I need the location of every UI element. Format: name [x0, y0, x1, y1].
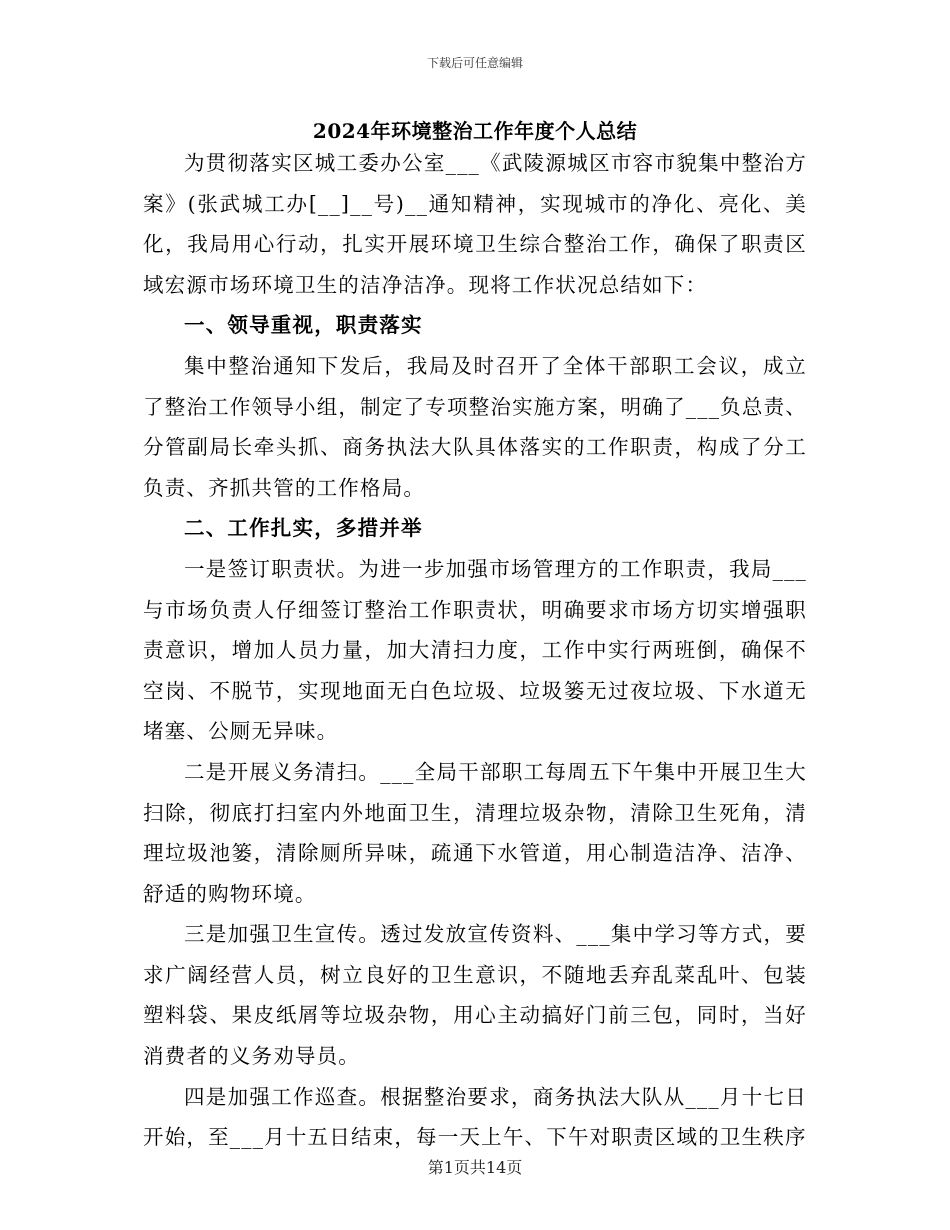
section-heading-1: 一、领导重视，职责落实	[184, 313, 423, 338]
page-header-note: 下载后可任意编辑	[426, 56, 523, 70]
section-heading-2: 二、工作扎实，多措并举	[184, 516, 423, 541]
document-body	[143, 143, 807, 1158]
page-number: 第1页共14页	[427, 1158, 523, 1177]
section-1-paragraph: 集中整治通知下发后，我局及时召开了全体干部职工会议，成立了整治工作领导小组，制定了专项整治实施方案，明确了___负总责、分管副局长牵头抓、商务执法大队具体落实的工作职责，构成了分工负责、齐抓共管的工作格局。	[143, 353, 807, 500]
measure-2-paragraph: 二是开展义务清扫。___全局干部职工每周五下午集中开展卫生大扫除，彻底打扫室内外地面卫生，清理垃圾杂物，清除卫生死角，清理垃圾池篓，清除厕所异味，疏通下水管道，用心制造洁净、洁净、舒适的购物环境。	[143, 759, 807, 906]
measure-4-paragraph: 四是加强工作巡查。根据整治要求，商务执法大队从___月十七日开始，至___月十五日结束，每一天上午、下午对职责区域的卫生秩序	[143, 1084, 807, 1150]
document-title: 2024年环境整治工作年度个人总结	[312, 119, 638, 143]
measure-1-paragraph: 一是签订职责状。为进一步加强市场管理方的工作职责，我局___与市场负责人仔细签订整治工作职责状，明确要求市场方切实增强职责意识，增加人员力量，加大清扫力度，工作中实行两班倒，确保不空岗、不脱节，实现地面无白色垃圾、垃圾篓无过夜垃圾、下水道无堵塞、公厕无异味。	[143, 556, 807, 744]
intro-paragraph: 为贯彻落实区城工委办公室___《武陵源城区市容市貌集中整治方案》(张武城工办[__]__号)__通知精神，实现城市的净化、亮化、美化，我局用心行动，扎实开展环境卫生综合整治工作，确保了职责区域宏源市场环境卫生的洁净洁净。现将工作状况总结如下：	[143, 151, 807, 297]
measure-3-paragraph: 三是加强卫生宣传。透过发放宣传资料、___集中学习等方式，要求广阔经营人员，树立良好的卫生意识，不随地丢弃乱菜乱叶、包装塑料袋、果皮纸屑等垃圾杂物，用心主动搞好门前三包，同时，当好消费者的义务劝导员。	[143, 922, 807, 1069]
